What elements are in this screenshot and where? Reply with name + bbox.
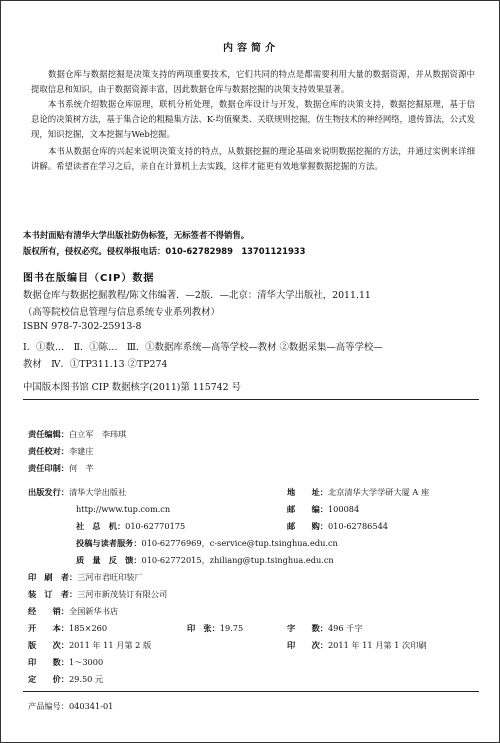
- address: 地 址：北京清华大学学研大厦 A 座: [287, 487, 430, 497]
- cip-isbn: ISBN 978-7-302-25913-8: [23, 321, 142, 332]
- intro-title: 内容简介: [223, 43, 279, 54]
- postcode: 邮 编：100084: [287, 504, 360, 514]
- responsible-editor: 责任编辑：白立军 李玮琪: [28, 429, 127, 439]
- printer: 印 刷 者：三河市君旺印装厂: [28, 572, 143, 582]
- cip-line: 教材 Ⅳ．①TP311.13 ②TP274: [23, 359, 168, 370]
- format: 开 本：185×260: [28, 623, 108, 633]
- reader-service: 投稿与读者服务：010-62776969，c-service@tup.tsinghua.edu.cn: [76, 538, 338, 548]
- publisher-url: http://www.tup.com.cn: [76, 504, 171, 514]
- mail-order: 邮 购：010-62786544: [287, 521, 389, 531]
- price: 定 价：29.50 元: [28, 674, 104, 684]
- product-number: 产品编号：040341-01: [28, 701, 114, 711]
- intro-paragraph-1: 数据仓库与数据挖掘是决策支持的两项重要技术，它们共同的特点是都需要利用大量的数据资源，并从数据资源中提取信息和知识，由于数据资源丰富，因此数据仓库与数据挖掘的决策支持效果显著。: [31, 69, 475, 94]
- quality-feedback: 质 量 反 馈：010-62772015，zhiliang@tup.tsinghua.edu.cn: [76, 555, 334, 565]
- binder: 装 订 者：三河市新茂装订有限公司: [28, 589, 168, 599]
- cip-line: Ⅰ．①数… Ⅱ．①陈… Ⅲ．①数据库系统—高等学校—教材 ②数据采集—高等学校—: [23, 342, 383, 353]
- intro-paragraph-2: 本书系统介绍数据仓库原理，联机分析处理，数据仓库设计与开发，数据仓库的决策支持，数据挖掘原理，基于信息论的决策树方法，基于集合论的粗糙集方法、K-均值聚类、关联规则挖掘，仿生物技术的神经网络，遗传算法，公式发现，知识挖掘，文本挖掘与Web挖掘。: [31, 99, 475, 139]
- word-count: 字 数：496 千字: [287, 623, 363, 633]
- responsible-proofreader: 责任校对：李建庄: [28, 446, 94, 456]
- intro-paragraph-3: 本书从数据仓库的兴起来说明决策支持的特点，从数据挖掘的理论基础来说明数据挖掘的方法，并通过实例来详细讲解。希望读者在学习之后，亲自在计算机上去实践，这样才能更有效地掌握数据挖掘的方法。: [31, 146, 475, 171]
- cip-line: （高等院校信息管理与信息系统专业系列教材）: [23, 307, 220, 318]
- switchboard: 社 总 机：010-62770175: [76, 521, 186, 531]
- cip-line: 数据仓库与数据挖掘教程/陈文伟编著．—2版．—北京：清华大学出版社，2011.11: [23, 290, 371, 301]
- responsible-printing: 责任印制：何 芊: [28, 463, 94, 473]
- cip-heading: 图书在版编目（CIP）数据: [23, 273, 155, 284]
- cip-record-number: 中国版本图书馆 CIP 数据核字(2011)第 115742 号: [23, 382, 241, 393]
- divider: [23, 691, 479, 692]
- anti-counterfeit-notice: 本书封面贴有清华大学出版社防伪标签，无标签者不得销售。: [23, 230, 250, 240]
- edition: 版 次：2011 年 11 月第 2 版: [28, 640, 152, 650]
- impression: 印 次：2011 年 11 月第 1 次印刷: [287, 640, 427, 650]
- divider: [23, 399, 479, 400]
- publisher: 出版发行：清华大学出版社: [28, 487, 127, 497]
- sheets: 印 张：19.75: [187, 623, 244, 633]
- rights-notice: 版权所有，侵权必究。侵权举报电话：010-62782989 13701121933: [23, 246, 306, 256]
- print-run: 印 数：1～3000: [28, 657, 104, 667]
- distributor: 经 销：全国新华书店: [28, 606, 119, 616]
